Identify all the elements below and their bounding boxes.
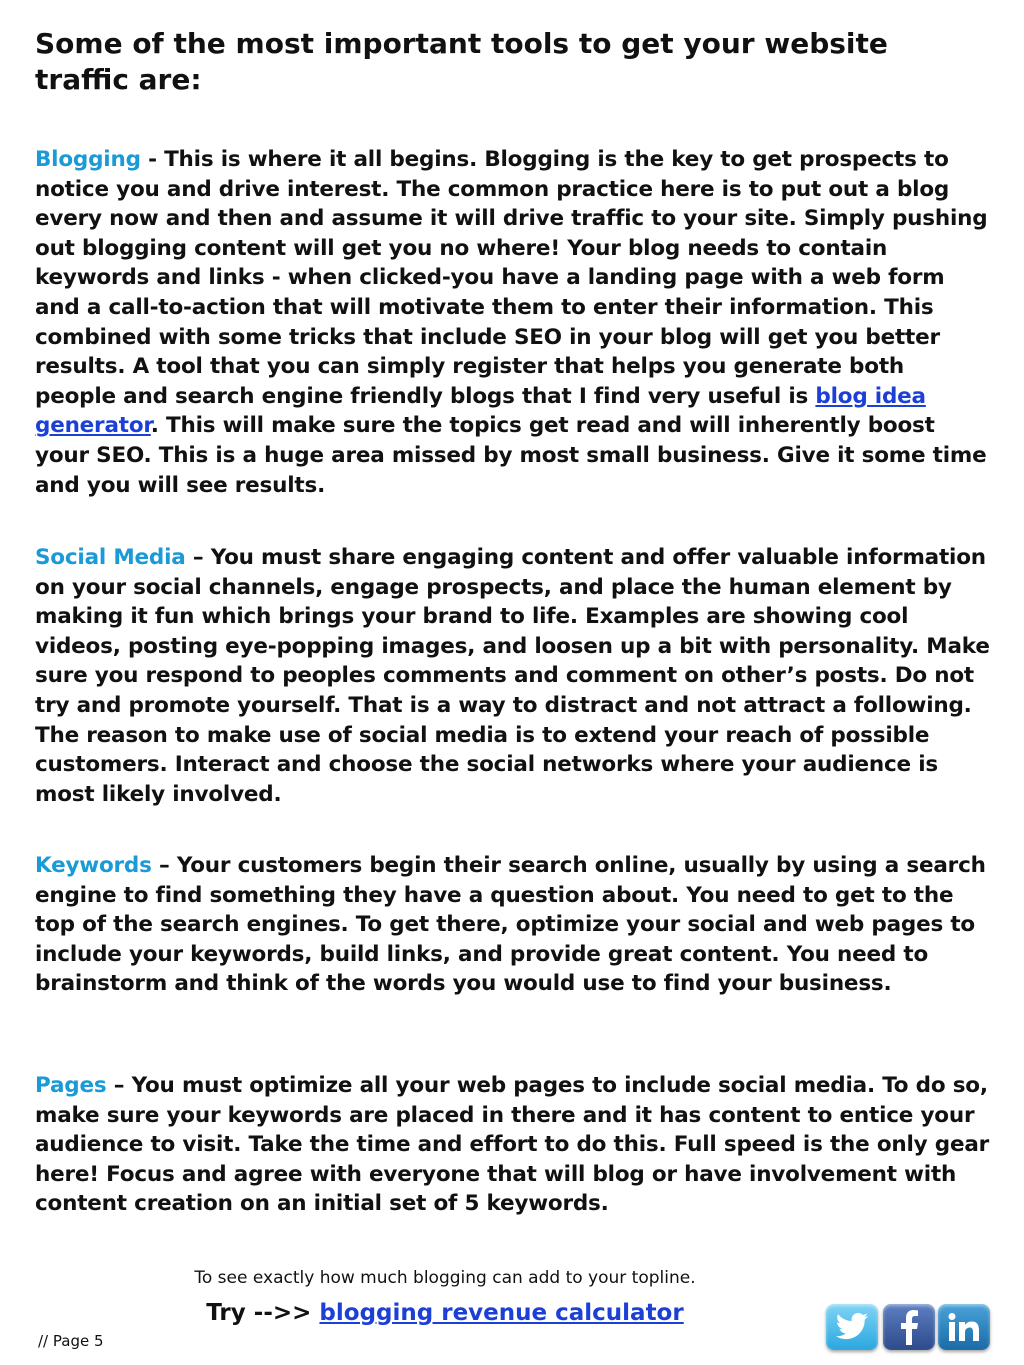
page-number: // Page 5 (38, 1332, 104, 1350)
social-media-term: Social Media (35, 545, 186, 570)
pages-paragraph (35, 1071, 990, 1219)
twitter-icon[interactable] (826, 1304, 878, 1350)
keywords-paragraph (35, 851, 990, 999)
footer-try-line (0, 1300, 890, 1326)
blogging-text-after: . This will make sure the topics get read and will inherently boost your SEO. This is a huge area missed by most small business. Give it some time and you will see results. (35, 413, 987, 498)
linkedin-icon[interactable] (938, 1304, 990, 1350)
pages-term: Pages (35, 1073, 107, 1098)
footer-note: To see exactly how much blogging can add to your topline. (194, 1268, 696, 1288)
blog-idea-generator-link[interactable]: blog idea generator (35, 383, 926, 439)
try-label: Try -->> (206, 1300, 320, 1326)
blogging-term: Blogging (35, 147, 141, 172)
blogging-paragraph (35, 145, 990, 500)
linkedin-in-icon (947, 1312, 981, 1342)
facebook-f-icon (898, 1309, 920, 1345)
social-media-text: – You must share engaging content and offer valuable information on your social channels, engage prospects, and place the human element by making it fun which brings your brand to life. Examples are showing cool videos, posting eye-popping images, and loosen up a bit with personality. Make sure you respond to peoples comments and comment on other’s posts. Do not try and promote yourself. That is a way to distract and not attract a following. The reason to make use of social media is to extend your reach of possible customers. Interact and choose the social networks where your audience is most likely involved. (35, 545, 990, 807)
facebook-icon[interactable] (883, 1304, 935, 1350)
blogging-revenue-calculator-link[interactable]: blogging revenue calculator (319, 1300, 684, 1326)
blogging-text: - This is where it all begins. Blogging is the key to get prospects to notice you and drive interest. The common practice here is to put out a blog every now and then and assume it will drive traffic to your site. Simply pushing out blogging content will get you no where! Your blog needs to contain keywords and links - when clicked-you have a landing page with a web form and a call-to-action that will motivate them to enter their information. This combined with some tricks that include SEO in your blog will get you better results. A tool that you can simply register that helps you generate both people and search engine friendly blogs that I find very useful is (35, 147, 988, 409)
twitter-bird-icon (835, 1313, 869, 1341)
page-heading: Some of the most important tools to get your website traffic are: (35, 27, 888, 96)
social-media-paragraph (35, 543, 990, 809)
pages-text: – You must optimize all your web pages to include social media. To do so, make sure your keywords are placed in there and it has content to entice your audience to visit. Take the time and effort to do this. Full speed is the only gear here! Focus and agree with everyone that will blog or have involvement with content creation on an initial set of 5 keywords. (35, 1073, 990, 1217)
keywords-term: Keywords (35, 853, 152, 878)
keywords-text: – Your customers begin their search online, usually by using a search engine to find something they have a question about. You need to get to the top of the search engines. To get there, optimize your social and web pages to include your keywords, build links, and provide great content. You need to brainstorm and think of the words you would use to find your business. (35, 853, 986, 997)
